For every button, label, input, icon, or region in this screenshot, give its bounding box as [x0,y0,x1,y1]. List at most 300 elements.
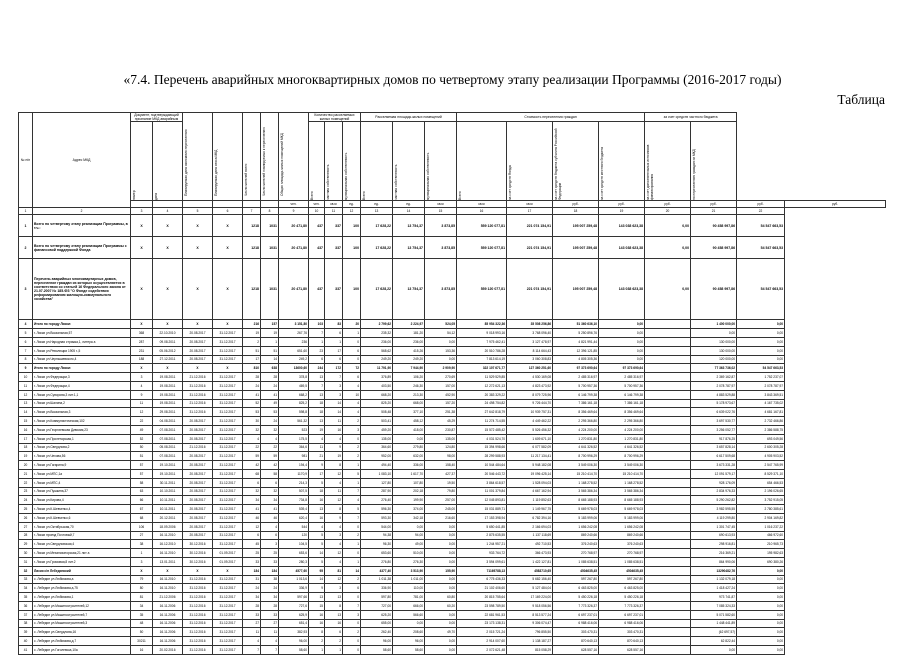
col-area-total: Общая площадь жилых помещений МКД [280,132,284,196]
table-cell: 437 [309,215,325,237]
table-cell: 30.12.2016 [183,540,213,549]
table-cell: 2 015 721,24 [457,628,507,637]
table-cell: 3 873,85 [425,259,457,320]
table-cell: 14 [393,208,425,215]
table-cell: с. Лебедин ул.Свердлова,16 [33,628,131,637]
table-cell: 16 [325,619,343,628]
table-cell: 3 565 386,34 [553,487,599,496]
table-cell: 9 306 074,47 [507,619,553,628]
table-cell: 28 299 588,93 [457,452,507,461]
table-row [19,584,886,593]
table-cell: 48 [131,619,153,628]
table-cell: 194,4 [279,461,309,470]
table-cell [645,487,691,496]
table-cell: 0,00 [425,355,457,364]
table-cell: 41 [243,390,261,399]
table-cell: 130 000,00 [691,346,737,355]
table-cell: 1 418 427,24 [691,584,737,593]
table-cell: 12 [325,469,343,478]
table-cell: 4 [153,208,183,215]
table-cell: г. Лиски ул.Пушкина,37 [33,487,131,496]
table-cell: 4 167 735,02 [737,399,785,408]
table-cell: г. Лиски ул.Чехова,56 [33,452,131,461]
table-cell: 49 [261,399,279,408]
table-cell: 208,60 [393,628,425,637]
table-cell: 1 168 278,52 [599,478,645,487]
table-cell: 376 240,63 [599,540,645,549]
table-cell: 7 944,90 [393,364,425,373]
table-cell: 1 168 278,52 [553,478,599,487]
table-cell: 2 547 765,99 [737,461,785,470]
table-cell: 20.08.2017 [183,531,213,540]
table-cell: 31.12.2016 [183,637,213,646]
table-cell: 13 754,37 [393,215,425,237]
table-cell: 18 [309,399,325,408]
table-cell: 20 510 786,28 [457,346,507,355]
table-cell: 236,00 [393,338,425,347]
table-cell: 1 [343,557,361,566]
table-cell: 4 883 529,88 [691,390,737,399]
table-cell: 298 916,81 [691,540,737,549]
table-cell: 8 700 996,29 [553,452,599,461]
table-cell: 17 628,22 [361,237,393,259]
table-cell [645,549,691,558]
table-cell: 231 [131,346,153,355]
table-cell: 2 078 787,97 [691,381,737,390]
table-cell: 596,30 [361,505,393,514]
table-cell: 4 641 326,52 [553,443,599,452]
table-cell: 0,00 [425,540,457,549]
table-cell: 20.02.2016 [153,645,183,654]
table-cell: 0,00 [393,434,425,443]
table-cell: 157,20 [425,399,457,408]
table-cell: 4504635,45 [553,566,599,575]
table-cell: X [131,364,153,373]
table-cell: 28 [243,601,261,610]
table-cell: 19 [243,329,261,338]
table-cell: 1031 [261,237,279,259]
table-cell: 17 [507,208,553,215]
table-cell: чел. [279,201,309,208]
table-cell: 15 394 998,66 [457,443,507,452]
table-cell: 1 011,38 [361,575,393,584]
table-cell: 8 665 188,93 [599,496,645,505]
table-cell: г. Лиски ул.Вокзальная,3 [33,408,131,417]
table-cell [645,390,691,399]
table-cell: 96,00 [361,637,393,646]
col-doc: Документ, подтверждающий признание МКД аварийным [131,113,183,122]
table-cell: 336,9 [279,584,309,593]
table-cell: 6 077 582,09 [507,443,553,452]
table-cell: руб. [691,201,737,208]
table-cell: 5 [309,531,325,540]
table-cell: 655,00 [361,619,393,628]
table-cell [645,346,691,355]
table-cell: 58,60 [279,645,309,654]
table-cell: 202,18 [393,487,425,496]
table-cell: 31.12.2016 [183,584,213,593]
col-demolish-date: Планируемая дата сноса МКД [214,149,218,196]
table-cell: 22 [261,443,279,452]
table-cell: 33 [19,575,33,584]
table-cell [645,522,691,531]
table-row [19,320,886,329]
table-cell: г. Лиски ул.Громовая,8 лит.2 [33,557,131,566]
table-cell: 11 001 379,84 [457,487,507,496]
table-cell: г. Лиски ул.Революции 1905 г.,5 [33,346,131,355]
table-cell: 3 [261,540,279,549]
table-cell: 825,20 [361,399,393,408]
table-cell: 3 864 618,57 [457,478,507,487]
table-cell: 364,6 [279,443,309,452]
table-cell: 3 549 006,30 [553,461,599,470]
table-cell [645,584,691,593]
table-cell: 270,69 [425,373,457,382]
table-cell: кв.м [507,201,553,208]
table-cell: 58,60 [361,645,393,654]
table-cell: 366 473,93 [507,549,553,558]
table-cell: 21.12.2016 [183,443,213,452]
table-cell: 135,00 [425,434,457,443]
table-cell: X [153,320,183,329]
table-cell: 4 [131,381,153,390]
table-cell: 18.09.2006 [153,522,183,531]
table-cell: 107,80 [393,478,425,487]
table-cell: 2 [243,338,261,347]
table-row [19,434,886,443]
table-cell: 8 [309,628,325,637]
table-cell: 11 [19,381,33,390]
table-cell: 60,20 [425,601,457,610]
table-cell: 6 782 394,16 [507,513,553,522]
table-cell: 31.12.2017 [213,601,243,610]
table-cell: 90 458 997,86 [691,215,737,237]
table-cell: 155,90 [425,566,457,575]
table-cell: 11 [325,417,343,426]
table-cell: 5 682 156,40 [507,575,553,584]
table-cell: 8 [19,355,33,364]
table-cell: 593,30 [361,513,393,522]
table-cell: 2 295 366,80 [599,417,645,426]
table-cell: 31.12.2016 [183,619,213,628]
table-cell: 20.08.2017 [183,513,213,522]
table-cell [645,540,691,549]
table-cell: 20.08.2017 [183,478,213,487]
table-cell: с. Лебедин ул.Любимова,а,75 [33,584,131,593]
table-cell: 31.12.2017 [213,478,243,487]
table-cell: 9 [19,364,33,373]
table-cell: 28 [243,373,261,382]
table-body [19,215,886,654]
table-cell: 276,40 [361,496,393,505]
table-cell: 16 [457,208,507,215]
table-cell: 33 [261,557,279,566]
table-cell: 12 [131,408,153,417]
table-cell: 29.08.2011 [153,408,183,417]
table-cell: 216 369,21 [691,549,737,558]
table-cell: 104,5 [279,540,309,549]
table-cell: 303 470,31 [599,628,645,637]
table-cell: 22 [243,443,261,452]
table-cell: 2 799,62 [361,320,393,329]
table-row [19,557,886,566]
table-cell: 5 178 973,67 [691,399,737,408]
table-cell: 28 [261,601,279,610]
table-cell: 10 [309,208,325,215]
table-cell: 0,00 [425,522,457,531]
table-cell: 7 [19,346,33,355]
table-cell: 337 [325,259,343,320]
table-cell: 597 267,80 [599,575,645,584]
table-cell: 6 [213,208,243,215]
table-cell: 628 557,16 [599,645,645,654]
table-cell: 2 904 169,82 [737,513,785,522]
table-cell: с. Лебедин ул.Любимова,1 [33,593,131,602]
table-cell: 8 356 469,64 [599,408,645,417]
table-cell: 4 224 200,00 [553,425,599,434]
table-cell: 236 [279,338,309,347]
table-row [19,619,886,628]
table-cell: 157 [261,320,279,329]
col-num: № п/п [19,113,33,208]
table-cell: 2 224,97 [393,320,425,329]
table-cell: 6 463 825,00 [553,584,599,593]
table-cell: 7 386 161,18 [599,399,645,408]
table-cell: 14 [261,355,279,364]
table-cell: 54 547 663,53 [737,237,785,259]
table-cell: 31.12.2017 [213,381,243,390]
table-cell: 727,6 [279,601,309,610]
table-cell: 05.08.2011 [153,443,183,452]
table-cell: 1 244 957,21 [457,540,507,549]
table-cell: 337 [325,215,343,237]
table-cell: 31.12.2016 [183,390,213,399]
table-cell: 4 821 991,44 [553,338,599,347]
table-cell [645,645,691,654]
table-cell: 96,30 [361,540,393,549]
table-cell: 8 114 664,43 [507,346,553,355]
table-cell: 221 074 154,91 [507,237,553,259]
table-cell: 870 640,13 [599,637,645,646]
table-cell: 2 [343,452,361,461]
table-cell: 3 843 369,51 [737,390,785,399]
table-cell [645,434,691,443]
table-cell [645,469,691,478]
table-cell: (62 697,57) [691,628,737,637]
table-cell [645,425,691,434]
table-row [19,469,886,478]
summary-row [19,215,886,237]
table-cell: 0,00 [599,355,645,364]
table-cell: 18 [553,208,599,215]
table-cell: 31.12.2016 [183,408,213,417]
table-cell [645,575,691,584]
table-cell: 4583710,65 [507,566,553,575]
table-cell: 469,5 [279,381,309,390]
table-cell: 544 [279,522,309,531]
table-cell: 3 565 386,34 [599,487,645,496]
table-cell: 2 369 162,87 [691,373,737,382]
table-cell: 7 085 324,33 [691,601,737,610]
table-cell: 8 [325,601,343,610]
table-row [19,566,886,575]
table-cell: 31.12.2017 [213,469,243,478]
table-cell: 20 [645,208,691,215]
table-cell: 01.09.2017 [213,549,243,558]
table-cell: 31.12.2017 [213,496,243,505]
table-cell: 4 641 326,52 [599,443,645,452]
table-cell: 110,00 [393,584,425,593]
table-cell: 51 [131,452,153,461]
table-cell: 62 822,44 [691,637,737,646]
table-cell: 120 000,00 [691,355,737,364]
table-cell: 20.08.2017 [183,522,213,531]
table-cell: 7 773 326,37 [599,601,645,610]
table-cell: 0 [343,338,361,347]
table-cell: 1 528 094,03 [507,478,553,487]
table-cell: 3 657 828,14 [691,443,737,452]
table-cell: 106,20 [393,373,425,382]
table-row [19,496,886,505]
table-cell: 58 [261,469,279,478]
table-cell: 1 083,10 [361,469,393,478]
table-cell: 6 [243,478,261,487]
table-cell: 337 [325,237,343,259]
table-cell: 0,00 [691,645,737,654]
table-cell: 34 [243,593,261,602]
table-cell: 0,00 [737,645,785,654]
table-row [19,540,886,549]
table-cell: 781,00 [393,593,425,602]
table-cell: 8 700 996,29 [599,452,645,461]
table-row [19,452,886,461]
table-cell: 36 [19,601,33,610]
table-cell: 13 [309,417,325,426]
table-cell: Перечень аварийных многоквартирных домов, переселение граждан из которых осуществляется в соответствии со статьей 16 Федерального закона от 21.07.2007 № 185-ФЗ "О Фонде содействия реформированию жилищно-коммунального хозяйства" [33,259,131,320]
table-cell: 77 363 736,02 [691,364,737,373]
table-row [19,355,886,364]
table-cell: 27 [131,531,153,540]
table-cell: 7 [243,645,261,654]
table-row [19,478,886,487]
col-plan-date: Планируемая дата окончания переселения [184,129,188,196]
table-cell: 1031 [261,259,279,320]
table-cell: руб. [785,201,886,208]
table-cell: 51 [243,346,261,355]
table-cell: 5 669 978,03 [553,505,599,514]
table-cell: 864 990,06 [691,557,737,566]
table-cell: 27 642 818,79 [457,408,507,417]
table-cell: 666,00 [393,601,425,610]
table-cell: 6 [243,531,261,540]
table-cell: 97 373 690,64 [599,364,645,373]
table-cell: 11 [243,628,261,637]
table-cell: 6 [343,584,361,593]
table-cell: 51 [261,346,279,355]
table-cell: 20 471,80 [279,259,309,320]
table-cell: 632,00 [393,452,425,461]
table-cell: 0,00 [737,593,785,602]
table-cell: 4 [325,478,343,487]
table-cell: 3 594 099,61 [457,557,507,566]
table-cell: 28 [261,373,279,382]
table-cell: 1 [309,338,325,347]
table-cell: 523 [279,425,309,434]
table-cell: 24 498 754,82 [457,399,507,408]
table-cell: 31.12.2017 [213,487,243,496]
table-cell: 5 [19,329,33,338]
table-cell: 11 274 714,55 [457,417,507,426]
table-cell: г. Лиски ул.Георгиевская Дивизия,23 [33,425,131,434]
table-cell: X [183,566,213,575]
table-cell: 32 [19,566,33,575]
table-cell: 4 [343,399,361,408]
table-cell: 16.11.2010 [153,531,183,540]
table-cell: 58,60 [393,645,425,654]
table-cell: 16 [309,513,325,522]
table-cell: 0,00 [425,584,457,593]
col-cost-total: Всего [458,191,463,201]
table-cell: 19 096 425,14 [507,469,553,478]
col-doc-num: номер [132,190,136,201]
table-cell [645,381,691,390]
table-cell: г. Лиски ул.Шалина,2 [33,399,131,408]
table-cell: 7 773 326,37 [553,601,599,610]
table-cell: 377,10 [393,408,425,417]
table-cell: 34 [131,601,153,610]
table-cell: 13 [325,593,343,602]
table-cell: 103 [309,320,325,329]
table-cell: 21.12.2016 [183,373,213,382]
table-cell: 124,80 [425,443,457,452]
table-cell: 0,00 [425,338,457,347]
table-cell: 3 982 595,55 [691,505,737,514]
table-cell: 14 [343,566,361,575]
table-cell: 1 [19,208,33,215]
table-cell: 37 [19,610,33,619]
table-cell: 7 386 161,18 [553,399,599,408]
table-cell: 10 [19,373,33,382]
table-cell: 825,2 [279,399,309,408]
table-cell: г. Лиски проезд Почтовый,7 [33,531,131,540]
table-cell: 668,00 [393,399,425,408]
table-cell: 952,00 [361,452,393,461]
table-caption: Таблица [837,92,885,107]
table-cell: 4 805 305,36 [553,355,599,364]
table-cell: 810 [243,364,261,373]
table-cell: 20 471,80 [279,237,309,259]
table-cell: 24 [243,381,261,390]
table-cell: г. Лиски ул.МПС,4 [33,478,131,487]
table-cell: 0 [343,355,361,364]
table-cell: чел. [309,201,325,208]
table-cell: 249,20 [393,355,425,364]
table-cell: 19,50 [425,478,457,487]
table-cell: 4 [309,522,325,531]
table-cell: 0,00 [599,329,645,338]
table-cell: 418,00 [393,425,425,434]
col-area-group: Расселяемая площадь жилых помещений [361,113,457,122]
table-cell: 31.12.2017 [213,434,243,443]
table-cell: 5 450 226,18 [553,593,599,602]
table-cell: 11 [325,487,343,496]
table-cell: 507,5 [279,487,309,496]
table-cell: 1 119 852,63 [507,496,553,505]
table-cell: 6 [261,531,279,540]
table-cell: 68 [131,513,153,522]
table-cell: 31.12.2017 [213,540,243,549]
summary-row [19,237,886,259]
